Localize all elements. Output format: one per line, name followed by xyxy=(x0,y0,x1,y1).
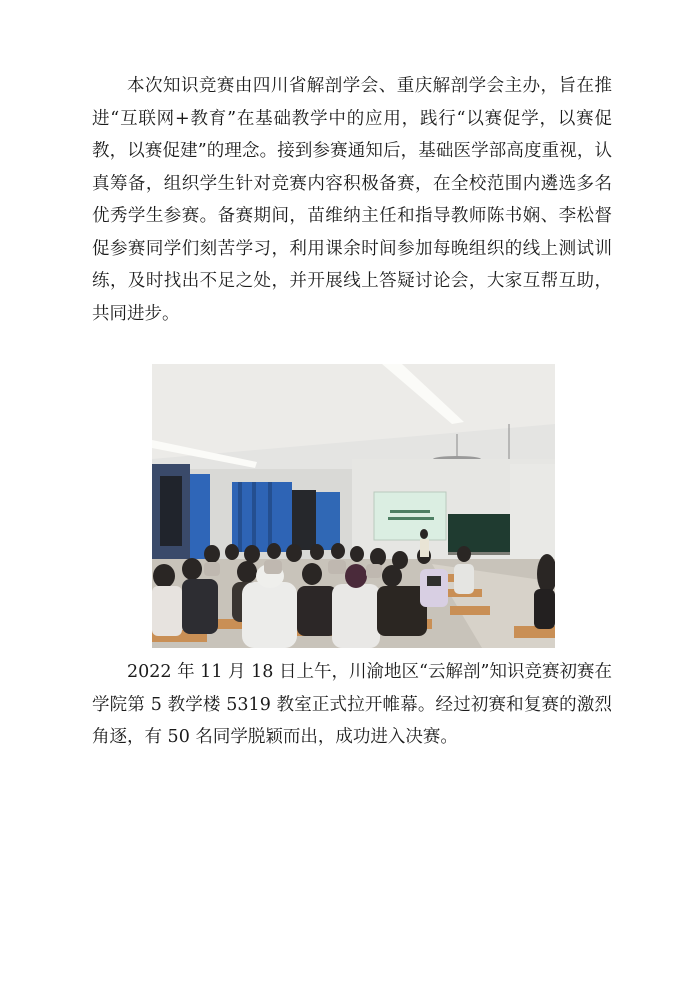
classroom-photo-illustration xyxy=(152,364,555,648)
body-paragraph-intro: 本次知识竞赛由四川省解剖学会、重庆解剖学会主办，旨在推进“互联网+教育”在基础教学中的应用，践行“以赛促学，以赛促教，以赛促建”的理念。接到参赛通知后，基础医学部高度重视，认真筹备，组织学生针对竞赛内容积极备赛，在全校范围内遴选多名优秀学生参赛。备赛期间，苗维纳主任和指导教师陈书娴、李松督促参赛同学们刻苦学习，利用课余时间参加每晚组织的线上测试训练，及时找出不足之处，并开展线上答疑讨论会，大家互帮互助，共同进步。 xyxy=(92,76,612,324)
classroom-photo xyxy=(152,364,555,648)
body-paragraph-competition: 2022 年 11 月 18 日上午，川渝地区“云解剖”知识竞赛初赛在学院第 5 教学楼 5319 教室正式拉开帷幕。经过初赛和复赛的激烈角逐，有 50 名同学脱颖而出，成功进入决赛。 xyxy=(92,662,612,747)
